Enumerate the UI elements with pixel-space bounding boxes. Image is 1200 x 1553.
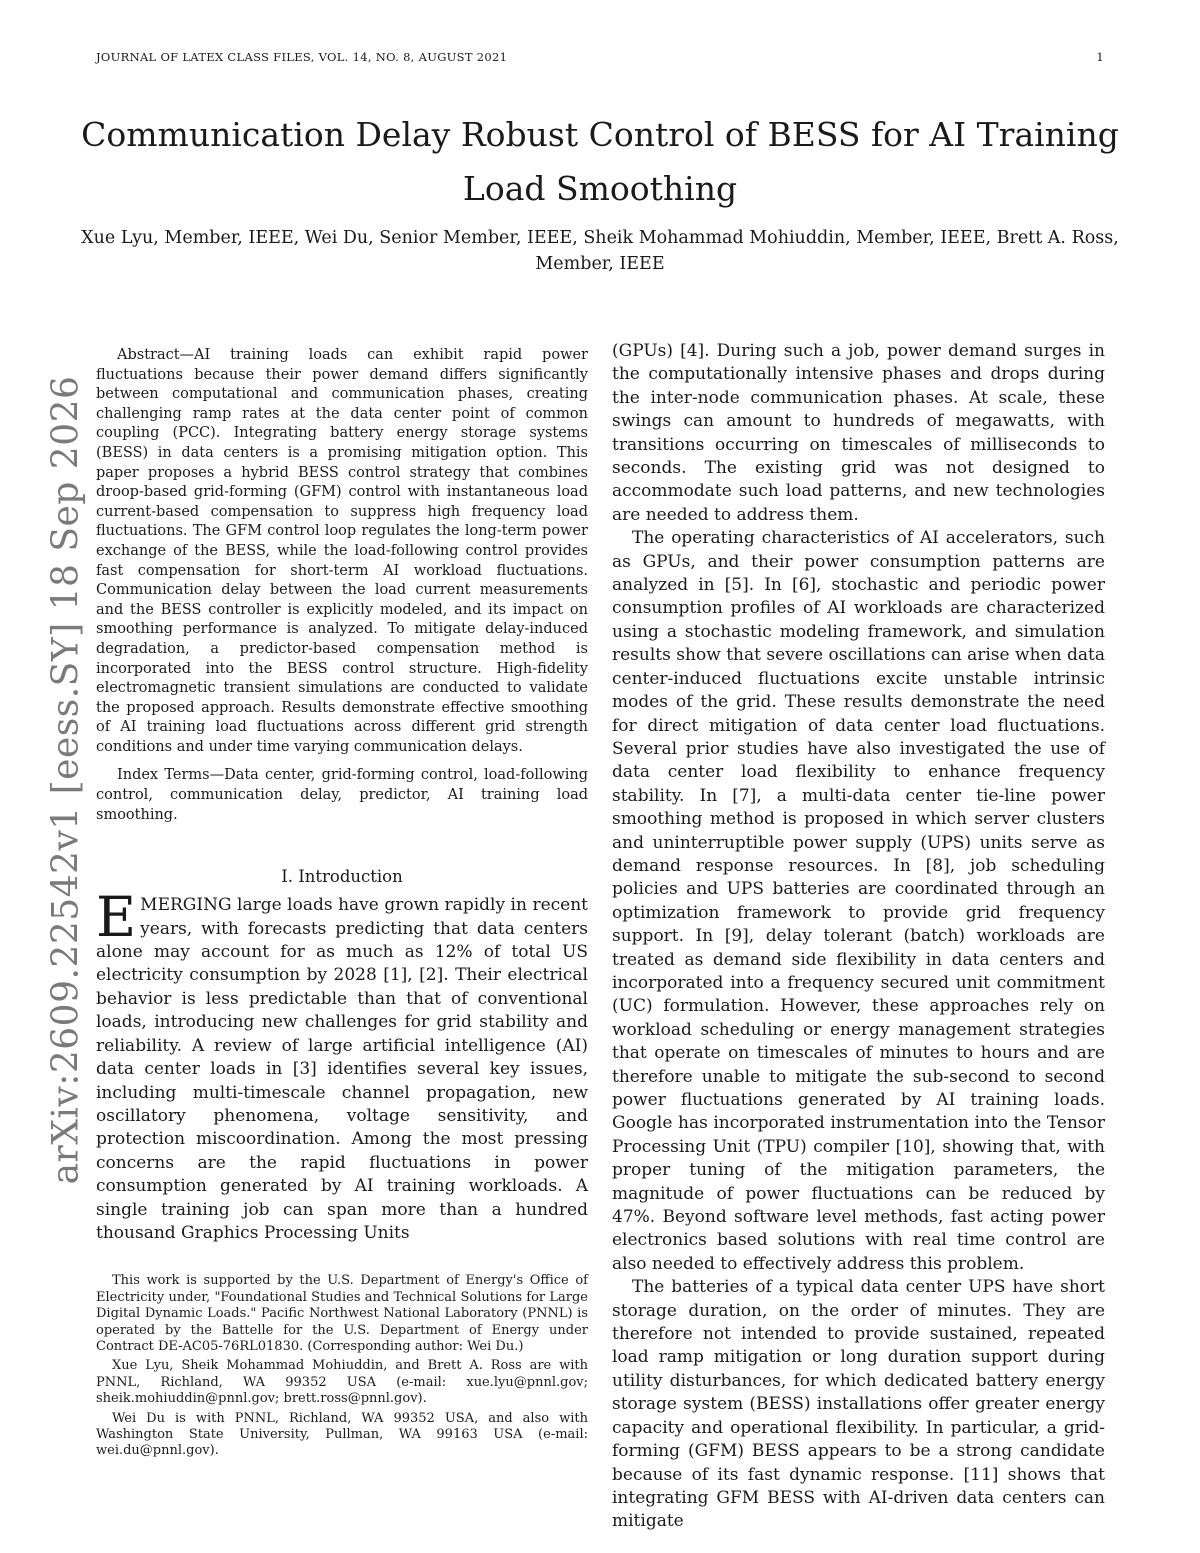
page-number: 1 bbox=[1096, 50, 1104, 64]
paper-title: Communication Delay Robust Control of BESS for AI Training Load Smoothing bbox=[81, 115, 1119, 208]
running-header bbox=[96, 50, 1104, 66]
right-column bbox=[612, 340, 1105, 1534]
intro-paragraph-1-text: MERGING large loads have grown rapidly in recent years, with forecasts predicting that data centers alone may account for as much as 12% of total US electricity consumption by 2028 [1], [2]. Their electrical behavior is less predictable than that of conventional loads, introducing new challenges for grid stability and reliability. A review of large artificial intelligence (AI) data center loads in [3] identifies several key issues, including multi-timescale channel propagation, new oscillatory phenomena, voltage sensitivity, and protection miscoordination. Among the most pressing concerns are the rapid fluctuations in power consumption generated by AI training workloads. A single training job can span more than a hundred thousand Graphics Processing Units bbox=[96, 895, 588, 1243]
intro-paragraph-1-continued: (GPUs) [4]. During such a job, power demand surges in the computationally intensive phases and drops during the inter-node communication phases. At scale, these swings can amount to hundreds of megawatts, with transitions occurring on timescales of milliseconds to seconds. The existing grid was not designed to accommodate such load patterns, and new technologies are needed to address them. bbox=[612, 341, 1105, 525]
footnote-affiliation-1: Xue Lyu, Sheik Mohammad Mohiuddin, and Brett A. Ross are with PNNL, Richland, WA 99352 USA (e-mail: xue.lyu@pnnl.gov; sheik.mohiuddin@pnnl.gov; brett.ross@pnnl.gov). bbox=[96, 1358, 588, 1407]
drop-cap-letter: E bbox=[96, 885, 137, 950]
intro-paragraph-1 bbox=[96, 885, 588, 1245]
footnote-affiliation-2: Wei Du is with PNNL, Richland, WA 99352 USA, and also with Washington State University, Pullman, WA 99163 USA (e-mail: wei.du@pnnl.gov). bbox=[96, 1410, 588, 1459]
author-list: Xue Lyu, Member, IEEE, Wei Du, Senior Member, IEEE, Sheik Mohammad Mohiuddin, Member, IEEE, Brett A. Ross, Member, IEEE bbox=[81, 228, 1119, 274]
abstract: Abstract—AI training loads can exhibit rapid power fluctuations because their power demand differs significantly between computational and communication phases, creating challenging ramp rates at the data center point of common coupling (PCC). Integrating battery energy storage systems (BESS) in data centers is a promising mitigation option. This paper proposes a hybrid BESS control strategy that combines droop-based grid-forming (GFM) control with instantaneous load current-based compensation to suppress high frequency load fluctuations. The GFM control loop regulates the long-term power exchange of the BESS, while the load-following control provides fast compensation for short-term AI workload fluctuations. Communication delay between the load current measurements and the BESS controller is explicitly modeled, and its impact on smoothing performance is analyzed. To mitigate delay-induced degradation, a predictor-based compensation method is incorporated into the BESS control structure. High-fidelity electromagnetic transient simulations are conducted to validate the proposed approach. Results demonstrate effective smoothing of AI training load fluctuations across different grid strength conditions and under time varying communication delays. bbox=[96, 347, 588, 755]
arxiv-identifier-text: arXiv:2609.22542v1 [eess.SY] 18 Sep 2026 bbox=[45, 375, 87, 1185]
footnote-funding: This work is supported by the U.S. Department of Energy's Office of Electricity under, "Foundational Studies and Technical Solutions for Large Digital Dynamic Loads." Pacific Northwest National Laboratory (PNNL) is operated by the Battelle for the U.S. Department of Energy under Contract DE-AC05-76RL01830. (Corresponding author: Wei Du.) bbox=[96, 1273, 588, 1354]
footnotes bbox=[96, 1273, 588, 1459]
journal-name: JOURNAL OF LATEX CLASS FILES, VOL. 14, NO. 8, AUGUST 2021 bbox=[96, 50, 508, 64]
intro-paragraph-3: The batteries of a typical data center UPS have short storage duration, on the order of minutes. They are therefore not intended to provide sustained, repeated load ramp mitigation or long duration support during utility disturbances, for which dedicated battery energy storage system (BESS) installations offer greater energy capacity and operational flexibility. In particular, a grid-forming (GFM) BESS appears to be a strong candidate because of its fast dynamic response. [11] shows that integrating GFM BESS with AI-driven data centers can mitigate bbox=[612, 1277, 1105, 1532]
intro-paragraph-2: The operating characteristics of AI accelerators, such as GPUs, and their power consumption patterns are analyzed in [5]. In [6], stochastic and periodic power consumption profiles of AI workloads are characterized using a stochastic modeling framework, and simulation results show that severe oscillations can arise when data center-induced fluctuations excite unstable intrinsic modes of the grid. These results demonstrate the need for direct mitigation of data center load fluctuations. Several prior studies have also investigated the use of data center load flexibility to enhance frequency stability. In [7], a multi-data center tie-line power smoothing method is proposed in which server clusters and uninterruptible power supply (UPS) units serve as demand response resources. In [8], job scheduling policies and UPS batteries are coordinated through an optimization framework to provide grid frequency support. In [9], delay tolerant (batch) workloads are treated as demand side flexibility in data centers and incorporated into a frequency secured unit commitment (UC) formulation. However, these approaches rely on workload scheduling or energy management strategies that operate on timescales of minutes to hours and are therefore unable to mitigate the sub-second to second power fluctuations generated by AI training loads. Google has incorporated instrumentation into the Tensor Processing Unit (TPU) compiler [10], showing that, with proper tuning of the mitigation parameters, the magnitude of power fluctuations can be reduced by 47%. Beyond software level methods, fast acting power electronics based solutions with real time control are also needed to effectively address this problem. bbox=[612, 528, 1105, 1274]
index-terms: Index Terms—Data center, grid-forming control, load-following control, communication delay, predictor, AI training load smoothing. bbox=[96, 767, 588, 823]
section-heading-introduction: I. Introduction bbox=[281, 867, 403, 887]
left-column bbox=[96, 340, 588, 1460]
